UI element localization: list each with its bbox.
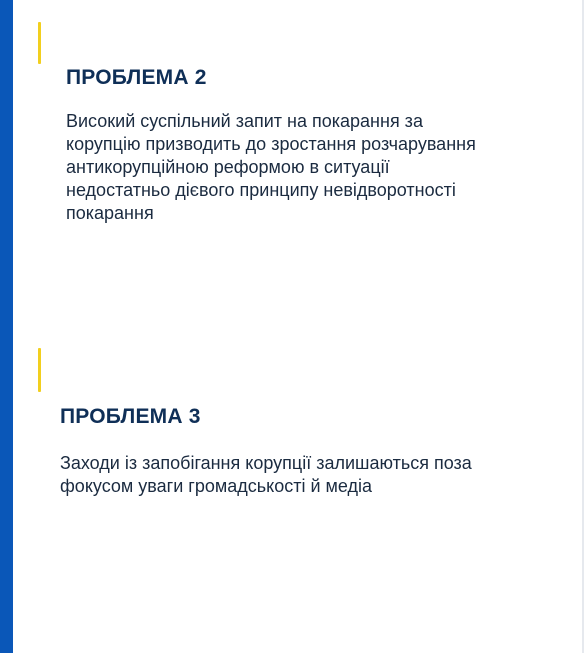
- description-line: антикорупційною реформою в ситуації: [66, 157, 390, 177]
- description-line: недостатньо дієвого принципу невідворотності: [66, 180, 456, 200]
- description-line: Заходи із запобігання корупції залишаються поза: [60, 453, 472, 473]
- blue-accent-bar: [0, 0, 13, 328]
- description-line: корупцію призводить до зростання розчарування: [66, 134, 476, 154]
- description-line: покарання: [66, 203, 154, 223]
- problem-title: ПРОБЛЕМА 2: [66, 66, 207, 89]
- description-line: Високий суспільний запит на покарання за: [66, 111, 423, 131]
- yellow-accent-mark: [38, 348, 41, 392]
- problem-description: [66, 110, 566, 225]
- problem-title: ПРОБЛЕМА 3: [60, 405, 201, 428]
- description-line: фокусом уваги громадськості й медіа: [60, 476, 373, 496]
- yellow-accent-mark: [38, 22, 41, 64]
- problem-card-3: [0, 328, 584, 653]
- blue-accent-bar: [0, 328, 13, 653]
- problem-description: [60, 452, 560, 498]
